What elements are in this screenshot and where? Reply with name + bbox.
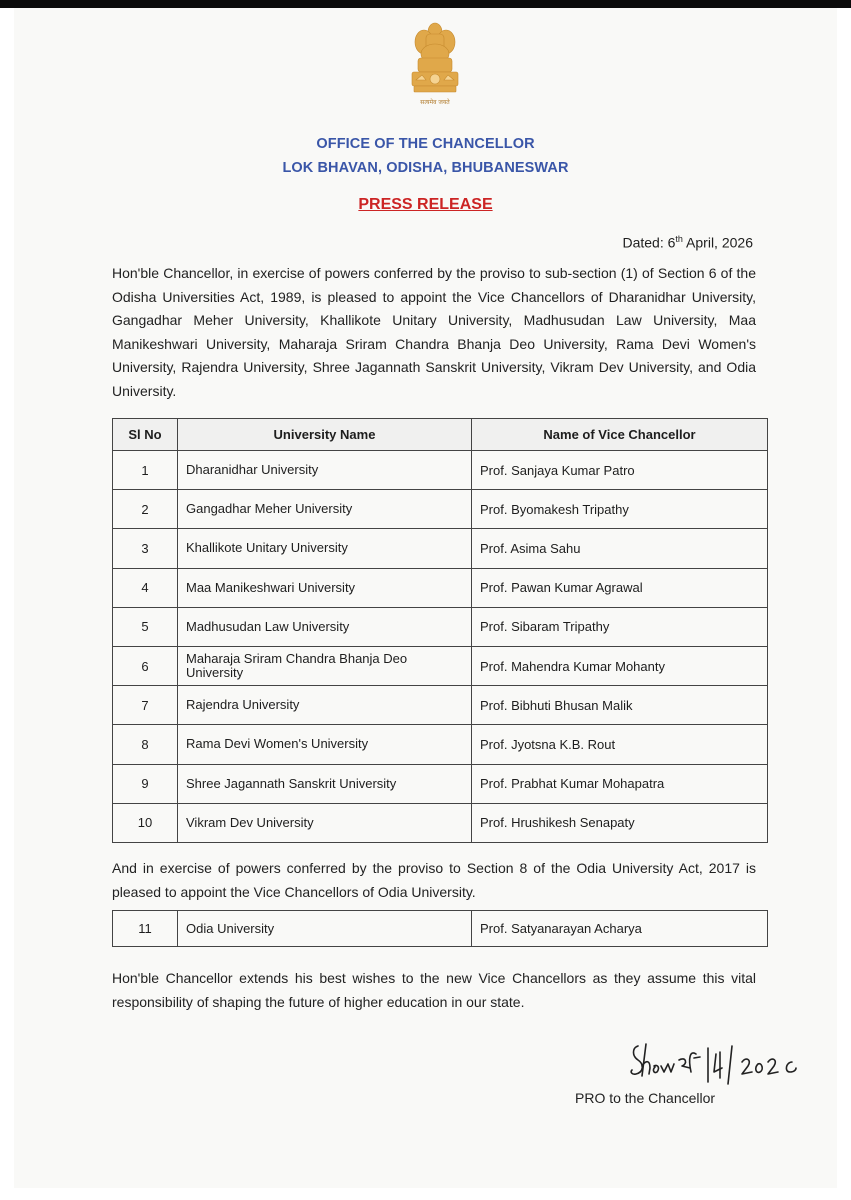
odia-university-paragraph: And in exercise of powers conferred by the proviso to Section 8 of the Odia University Act, 2017 is pleased to appoint the Vice Chancellors of Odia University. bbox=[112, 860, 756, 900]
date-suffix: April, 2026 bbox=[682, 234, 753, 251]
cell-sl: 6 bbox=[113, 646, 178, 685]
cell-university: Maharaja Sriram Chandra Bhanja Deo University bbox=[178, 646, 472, 685]
odia-university-table bbox=[112, 910, 768, 947]
cell-sl: 7 bbox=[113, 686, 178, 725]
cell-vice-chancellor: Prof. Byomakesh Tripathy bbox=[472, 490, 768, 529]
intro-paragraph: Hon'ble Chancellor, in exercise of powers conferred by the proviso to sub-section (1) of Section 6 of the Odisha Universities Act, 1989, is pleased to appoint the Vice Chancellors of Dharanidhar University, Gangadhar Meher University, Khallikote Unitary University, Madhusudan Law University, Maa Manikeshwari University, Maharaja Sriram Chandra Bhanja Deo University, Rama Devi Women's University, Rajendra University, Shree Jagannath Sanskrit University, Vikram Dev University, and Odia University. bbox=[112, 265, 756, 399]
header-vice-chancellor: Name of Vice Chancellor bbox=[472, 419, 768, 451]
table-row bbox=[113, 607, 768, 646]
cell-university: Gangadhar Meher University bbox=[178, 490, 472, 529]
cell-vice-chancellor: Prof. Prabhat Kumar Mohapatra bbox=[472, 764, 768, 803]
cell-sl: 8 bbox=[113, 725, 178, 764]
cell-vice-chancellor: Prof. Hrushikesh Senapaty bbox=[472, 803, 768, 842]
table-row bbox=[113, 803, 768, 842]
cell-university: Khallikote Unitary University bbox=[178, 529, 472, 568]
header-sl-no: Sl No bbox=[113, 419, 178, 451]
cell-vice-chancellor: Prof. Bibhuti Bhusan Malik bbox=[472, 686, 768, 725]
signatory-designation: PRO to the Chancellor bbox=[575, 1090, 716, 1106]
cell-sl: 10 bbox=[113, 803, 178, 842]
cell-vice-chancellor: Prof. Sibaram Tripathy bbox=[472, 607, 768, 646]
cell-sl: 5 bbox=[113, 607, 178, 646]
table-row bbox=[113, 646, 768, 685]
cell-university: Odia University bbox=[178, 911, 472, 947]
table-row bbox=[113, 725, 768, 764]
cell-vice-chancellor: Prof. Sanjaya Kumar Patro bbox=[472, 451, 768, 490]
office-address: LOK BHAVAN, ODISHA, BHUBANESWAR bbox=[282, 160, 569, 176]
cell-vice-chancellor: Prof. Satyanarayan Acharya bbox=[472, 911, 768, 947]
handwritten-signature bbox=[624, 1038, 814, 1094]
cell-vice-chancellor: Prof. Mahendra Kumar Mohanty bbox=[472, 646, 768, 685]
release-date bbox=[622, 234, 753, 251]
cell-sl: 3 bbox=[113, 529, 178, 568]
cell-university: Madhusudan Law University bbox=[178, 607, 472, 646]
press-release-title: PRESS RELEASE bbox=[358, 196, 493, 213]
table-row bbox=[113, 568, 768, 607]
table-row bbox=[113, 451, 768, 490]
cell-vice-chancellor: Prof. Asima Sahu bbox=[472, 529, 768, 568]
table-row bbox=[113, 529, 768, 568]
cell-sl: 11 bbox=[113, 911, 178, 947]
cell-university: Vikram Dev University bbox=[178, 803, 472, 842]
table-row bbox=[113, 490, 768, 529]
cell-vice-chancellor: Prof. Pawan Kumar Agrawal bbox=[472, 568, 768, 607]
table-row bbox=[113, 686, 768, 725]
cell-sl: 1 bbox=[113, 451, 178, 490]
header-university-name: University Name bbox=[178, 419, 472, 451]
cell-university: Rama Devi Women's University bbox=[178, 725, 472, 764]
cell-university: Rajendra University bbox=[178, 686, 472, 725]
table-row bbox=[113, 911, 768, 947]
cell-vice-chancellor: Prof. Jyotsna K.B. Rout bbox=[472, 725, 768, 764]
cell-university: Maa Manikeshwari University bbox=[178, 568, 472, 607]
cell-sl: 9 bbox=[113, 764, 178, 803]
emblem-motto: सत्यमेव जयते bbox=[420, 99, 450, 106]
state-emblem-icon bbox=[402, 18, 468, 122]
table-row bbox=[113, 764, 768, 803]
vice-chancellor-table bbox=[112, 418, 768, 843]
cell-sl: 4 bbox=[113, 568, 178, 607]
cell-university: Dharanidhar University bbox=[178, 451, 472, 490]
closing-paragraph: Hon'ble Chancellor extends his best wishes to the new Vice Chancellors as they assume this vital responsibility of shaping the future of higher education in our state. bbox=[112, 970, 756, 1010]
top-edge-bar bbox=[0, 0, 851, 8]
cell-sl: 2 bbox=[113, 490, 178, 529]
date-prefix: Dated: 6 bbox=[622, 234, 676, 251]
date-ordinal: th bbox=[675, 234, 683, 244]
table-header-row bbox=[113, 419, 768, 451]
office-title: OFFICE OF THE CHANCELLOR bbox=[316, 136, 535, 152]
cell-university: Shree Jagannath Sanskrit University bbox=[178, 764, 472, 803]
